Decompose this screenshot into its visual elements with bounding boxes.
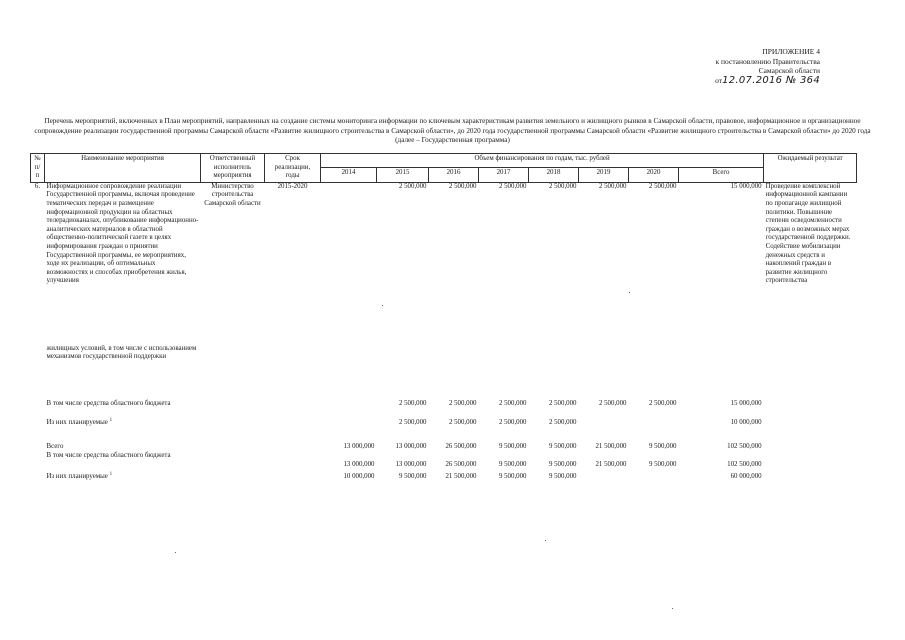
subrow-3-2018: 9 500,000 [548, 443, 577, 451]
subrow-2-total: 10 000,000 [730, 418, 762, 426]
header-funding: Объем финансирования по годам, тыс. рублей [321, 154, 764, 168]
subrow-4-2019: 21 500,000 [595, 461, 627, 469]
appendix-date-prefix: от [715, 75, 723, 85]
row6-num: 6. [34, 182, 41, 190]
table-row [31, 419, 857, 428]
subrow-3-2019: 21 500,000 [595, 443, 627, 451]
scan-speck [382, 305, 383, 306]
subrow-1-2017: 2 500,000 [498, 400, 527, 408]
subrow-4-2015: 13 000,000 [395, 461, 427, 469]
row6-period: 2015-2020 [277, 182, 308, 190]
subrow-4-2020: 9 500,000 [648, 461, 677, 469]
header-year-2014: 2014 [321, 168, 377, 182]
subrow-2-2018: 2 500,000 [548, 418, 577, 426]
row6-responsible: Министерство строительства Самарской области [204, 182, 261, 207]
subrow-5-label: Из них планируемые $^1$ [46, 471, 113, 480]
subrow-2-2016: 2 500,000 [448, 418, 477, 426]
subrow-1-total: 15 000,000 [730, 400, 762, 408]
document-heading: Перечень мероприятий, включенных в План мероприятий, направленных на создание системы мониторинга информации по ключевым характеристикам развития земельного и жилищного рынков в Самарской области, правовое, информационное и организационное сопровождение реализации государственной программы Самарской области «Развитие жилищного строительства в Самарской области», до 2020 года государственной программы Самарской области «Развитие жилищного строительства в Самарской области» до 2020 года (далее – Государственная программа) [34, 117, 871, 144]
subrow-2-2015: 2 500,000 [398, 418, 427, 426]
header-year-2020: 2020 [629, 168, 679, 182]
scan-speck [672, 608, 673, 609]
subrow-2-2020 [629, 419, 679, 428]
row6-name: Информационное сопровождение реализации Государственной программы, включая проведение тематических передач и размещение информационной продукции на областных телерадиоканалах, опубликование информационно-аналитических материалов в областной общественно-политической газете в целях информирования граждан о принятии Государственной программы, ее мероприятиях, ходе их реализации, об оптимальных возможностях и способах приобретения жилья, улучшения [46, 182, 199, 285]
header-year-2015: 2015 [377, 168, 429, 182]
subrow-3-2016: 26 500,000 [445, 443, 477, 451]
subrow-5-2019 [579, 473, 629, 482]
table-row [31, 385, 857, 409]
subrow-2-label: Из них планируемые $^1$ [46, 417, 113, 426]
header-num: № п/п [31, 154, 45, 183]
row6-2016: 2 500,000 [448, 182, 477, 190]
header-total: Всего [679, 168, 764, 182]
row6-2014 [321, 182, 377, 345]
footnote-marker: 1 [109, 471, 113, 477]
subrow-1-label: В том числе средства областного бюджета [46, 400, 171, 408]
subrow-3-label: Всего [46, 443, 64, 451]
measures-table [30, 153, 857, 482]
subrow-5-total: 60 000,000 [730, 472, 762, 480]
appendix-block [690, 47, 820, 85]
header-name: Наименование мероприятия [45, 154, 201, 183]
header-year-2018: 2018 [529, 168, 579, 182]
header-year-2017: 2017 [479, 168, 529, 182]
subrow-1-2020: 2 500,000 [648, 400, 677, 408]
row6-total: 15 000,000 [730, 182, 762, 190]
header-year-2016: 2016 [429, 168, 479, 182]
subrow-1-2016: 2 500,000 [448, 400, 477, 408]
row6-2019: 2 500,000 [598, 182, 627, 190]
subrow-1-2019: 2 500,000 [598, 400, 627, 408]
row6-2017: 2 500,000 [498, 182, 527, 190]
table-row [31, 345, 857, 381]
subrow-4-2018: 9 500,000 [548, 461, 577, 469]
subrow-3-2017: 9 500,000 [498, 443, 527, 451]
subrow-2-2014 [321, 419, 377, 428]
appendix-handwritten-date: 12.07.2016 № 364 [722, 74, 820, 86]
row6-2020: 2 500,000 [648, 182, 677, 190]
table-row [31, 473, 857, 482]
row6-name-continued: жилищных условий, в том числе с использованием механизмов государственной поддержки [46, 344, 197, 361]
subrow-5-2015: 9 500,000 [398, 472, 427, 480]
table-row [31, 452, 857, 470]
subrow-5-2017: 9 500,000 [498, 472, 527, 480]
subrow-3-2014: 13 000,000 [343, 443, 375, 451]
subrow-4-2014: 13 000,000 [343, 461, 375, 469]
subrow-1-2014 [321, 385, 377, 409]
subrow-4-total: 102 500,000 [727, 461, 762, 469]
appendix-date-line [690, 76, 820, 86]
scan-speck [545, 540, 546, 541]
subrow-3-2015: 13 000,000 [395, 443, 427, 451]
subrow-4-label: В том числе средства областного бюджета [46, 451, 171, 459]
subrow-5-2014: 10 000,000 [343, 472, 375, 480]
subrow-1-2018: 2 500,000 [548, 400, 577, 408]
subrow-1-2015: 2 500,000 [398, 400, 427, 408]
subrow-5-2020 [629, 473, 679, 482]
subrow-2-2017: 2 500,000 [498, 418, 527, 426]
header-period: Срок реализации, годы [265, 154, 321, 183]
subrow-2-2019 [579, 419, 629, 428]
appendix-title: ПРИЛОЖЕНИЕ 4 [762, 47, 820, 56]
appendix-region: Самарской области [758, 66, 820, 75]
scan-speck [175, 552, 176, 553]
subrow-3-total: 102 500,000 [727, 443, 762, 451]
row6-result: Проведение комплексной информационной кампании по пропаганде жилищной политики. Повышение степени осведомленности граждан о возможных мерах государственной поддержки. Содействие мобилизации денежных средств и накоплений граждан в развитие жилищного строительства [765, 182, 851, 285]
subrow-3-2020: 9 500,000 [648, 443, 677, 451]
appendix-resolution: к постановлению Правительства [715, 56, 820, 66]
header-responsible: Ответственный исполнитель мероприятия [201, 154, 265, 183]
subrow-5-2018: 9 500,000 [548, 472, 577, 480]
row6-2018: 2 500,000 [548, 182, 577, 190]
scan-speck [629, 292, 630, 293]
row6-2015: 2 500,000 [398, 182, 427, 190]
subrow-5-2016: 21 500,000 [445, 472, 477, 480]
subrow-4-2017: 9 500,000 [498, 461, 527, 469]
table-row [31, 182, 857, 345]
footnote-marker: 1 [109, 417, 113, 423]
header-result: Ожидаемый результат [764, 154, 857, 183]
header-year-2019: 2019 [579, 168, 629, 182]
table-row [31, 443, 857, 452]
subrow-4-2016: 26 500,000 [445, 461, 477, 469]
